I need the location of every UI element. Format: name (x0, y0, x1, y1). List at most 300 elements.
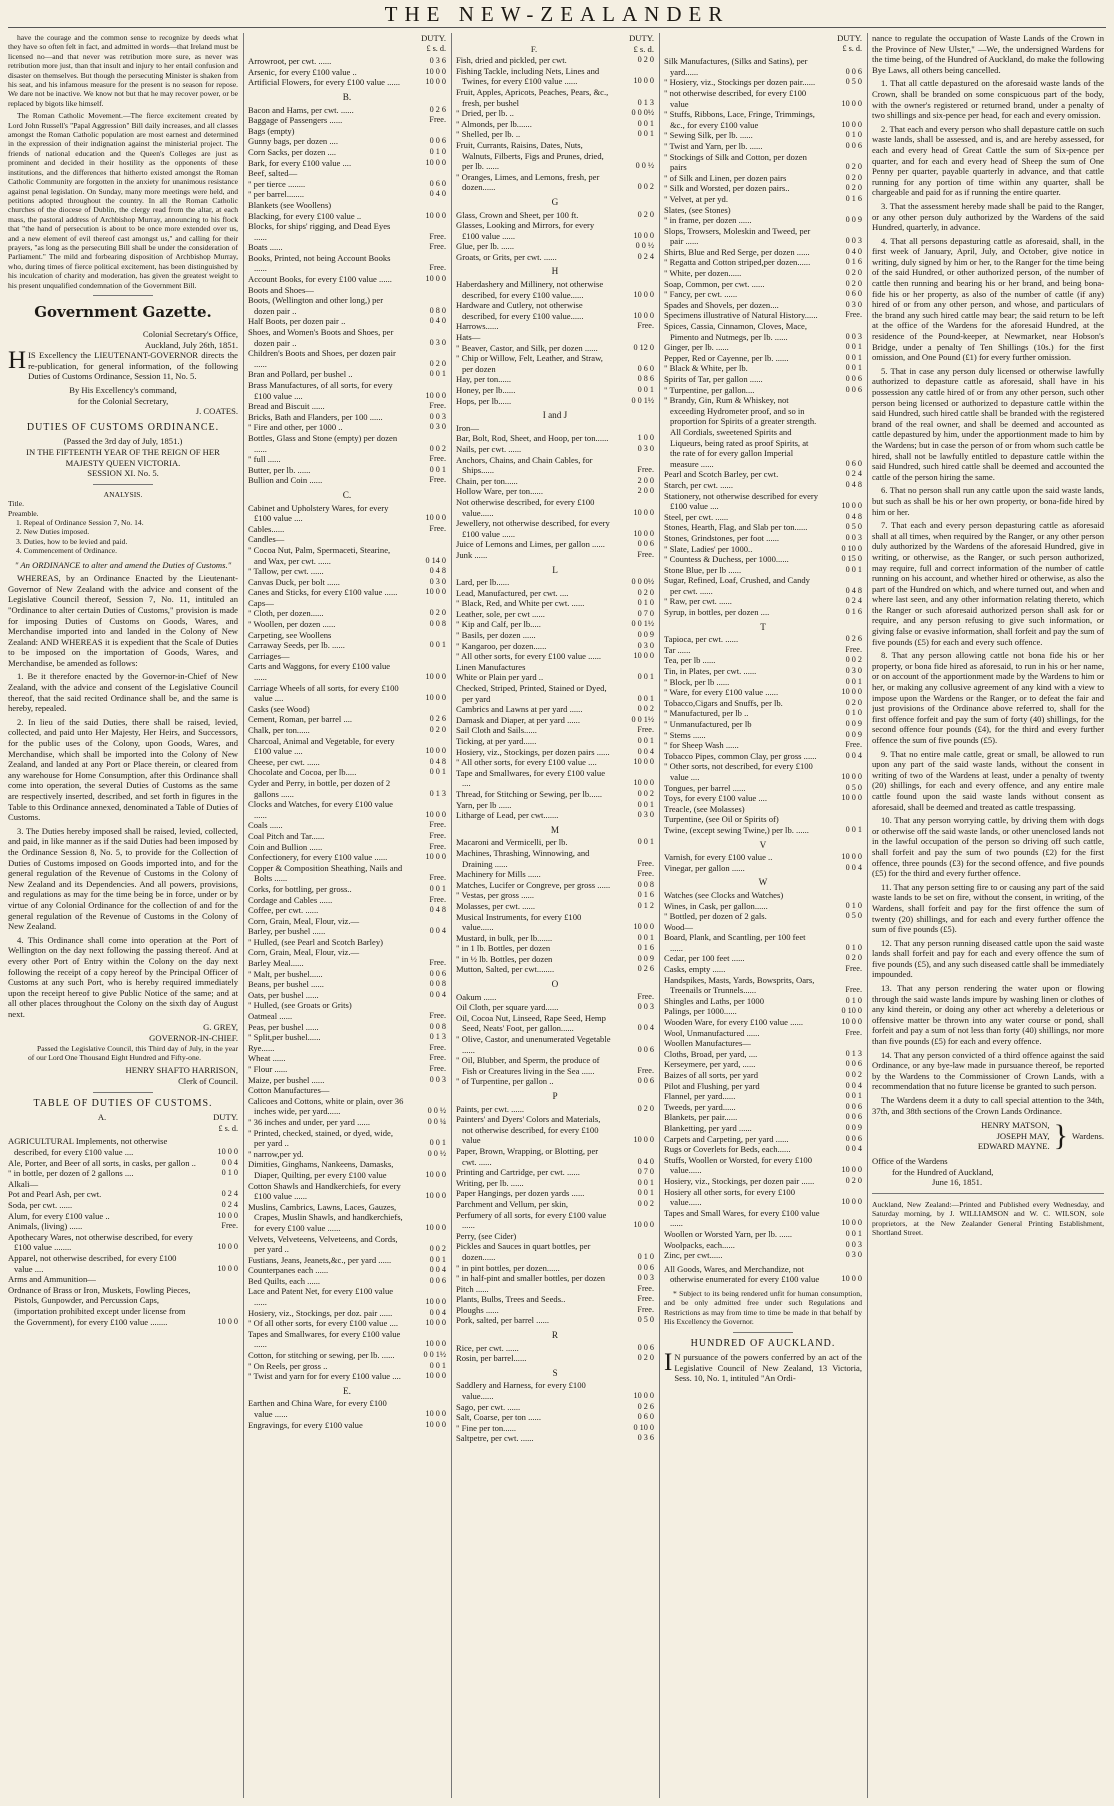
duty-item: " Hulled, (see Pearl and Scotch Barley) (248, 936, 383, 947)
duty-item: " narrow,per yd. (248, 1148, 304, 1159)
duty-row (664, 512, 862, 523)
duty-row (248, 422, 446, 433)
duty-item: Hay, per ton...... (456, 374, 512, 385)
duty-item: Shoes, and Women's Boots and Shoes, per dozen pair .. (248, 327, 394, 348)
duty-value: 0 1 0 (845, 900, 862, 910)
duty-item: Blanketting, per yard ...... (664, 1122, 752, 1133)
duty-row (8, 1232, 238, 1253)
duty-value: 0 1 0 (221, 1168, 238, 1178)
duty-row (456, 353, 654, 374)
duty-row (248, 926, 446, 937)
duty-item: Barley, per bushel ...... (248, 926, 326, 937)
duty-row (664, 544, 862, 555)
section-letter: P (552, 1091, 558, 1101)
duty-item: " 36 inches and under, per yard ...... (248, 1116, 371, 1127)
duty-row (456, 1343, 654, 1354)
ordinance-paragraph: 2. In lieu of the said Duties, there shall be raised, levied, collected, and paid unto Her Majesty, Her Heirs, and Successors, for the public uses of the Colony, upon Goods, Wares, and Merchandise, which shall be imported into the Colony of New Zealand, and landed at any Port or Place therein, or cleared from any warehouse for Home Consumption, after this Ordinance shall come into operation, the several Duties of Customs as the same are respectively inserted, described, and set forth in figures in the Table to this Ordinance annexed, denominated a Table of Duties of Customs. (8, 716, 238, 823)
duty-value: 0 0 2 (429, 1244, 446, 1254)
article-paragraph: have the courage and the common sense to recognize by deeds what they have so often felt in fact, and admitted in words—that Ireland must be licensed no—and that never was retribution more sure, as never was retribution more just, than that insult and injury to her entail confusion and disaster on themselves. But though the persecuting Minister is shaken from his seat, and his infamous measure for the present is no season for repose. We dare not be inactive. We know not but that he may recover power, or be replaced by bigots like himself. (8, 33, 238, 108)
duty-row (456, 1380, 654, 1401)
duty-item: Oil Cloth, per square yard...... (456, 1002, 559, 1013)
duty-value: 0 0 6 (845, 384, 862, 394)
duty-row (664, 300, 862, 311)
duty-item: Cordage and Cables ...... (248, 894, 333, 905)
duty-item: Board, Plank, and Scantling, per 100 feet ...... (664, 932, 806, 953)
duty-item: Butter, per lb. ...... (248, 464, 311, 475)
duty-item: Oil, Cocoa Nut, Linseed, Rape Seed, Hemp Seed, Neats' Foot, per gallon...... (456, 1012, 606, 1034)
duty-row (456, 1034, 654, 1055)
duty-value: 0 0 6 (637, 1342, 654, 1352)
duty-value: 0 1 3 (429, 1032, 446, 1042)
duty-item: Musical Instruments, for every £100 value...... (456, 911, 582, 933)
duty-value: 10 0 0 (425, 672, 446, 682)
duty-value: 0 0 9 (845, 1122, 862, 1132)
duty-value: Free. (429, 958, 446, 968)
duty-item: " in ½ lb. Bottles, per dozen (456, 953, 553, 964)
duty-row (456, 332, 654, 343)
duty-row (664, 1187, 862, 1208)
duty-value: 0 0 1 (845, 1228, 862, 1238)
duty-row (664, 1123, 862, 1134)
duty-value: 0 5 0 (637, 1315, 654, 1325)
duty-row (456, 609, 654, 620)
duty-row (456, 385, 654, 396)
duty-value: 0 0 1 (845, 824, 862, 834)
office-line: for the Hundred of Auckland, (892, 1166, 994, 1177)
duty-item: Ginger, per lb. ...... (664, 342, 729, 353)
duty-row (664, 554, 862, 565)
duty-item: Rugs or Coverlets for Beds, each...... (664, 1144, 791, 1155)
duty-item: Fish, dried and pickled, per cwt. (456, 55, 567, 66)
duty-row (248, 1371, 446, 1382)
duty-item: Wool, Unmanufactured ...... (664, 1027, 760, 1038)
duty-row (456, 129, 654, 140)
duty-item: Coal Pitch and Tar...... (248, 830, 325, 841)
duty-value: Free. (637, 1304, 654, 1314)
duty-row (456, 933, 654, 944)
duty-row (456, 1263, 654, 1274)
duty-list (456, 577, 654, 821)
duty-item: Carriage Wheels of all sorts, for every £100 value .... (248, 682, 399, 704)
duty-item: Tongues, per barrel ...... (664, 782, 746, 793)
duty-item: " Stockings of Silk and Cotton, per dozen pairs (664, 151, 807, 173)
duty-value: Free. (845, 985, 862, 995)
duty-list (248, 1398, 446, 1430)
duty-row (664, 77, 862, 88)
duty-row (664, 130, 862, 141)
duty-item: Saltpetre, per cwt. ...... (456, 1433, 534, 1444)
duty-row (248, 799, 446, 820)
duty-value: 10 0 0 (217, 1210, 238, 1220)
duty-row (664, 911, 862, 922)
duty-row (456, 683, 654, 704)
duty-value: 10 0 0 (425, 852, 446, 862)
duty-item: " Tallow, per cwt. ...... (248, 566, 324, 577)
duty-value: Free. (429, 873, 446, 883)
duty-value: 0 5 0 (845, 522, 862, 532)
duty-item: " Black, Red, and White per cwt. ...... (456, 598, 585, 609)
duty-row (664, 793, 862, 804)
duty-row (664, 205, 862, 216)
duty-row (664, 825, 862, 836)
duty-item: " Unmanufactured, per lb (664, 719, 752, 729)
duty-row (248, 1149, 446, 1160)
duty-item: Cambrics and Lawns at per yard ...... (456, 704, 583, 715)
duty-item: Ordnance of Brass or Iron, Muskets, Fowling Pieces, Pistols, Gunpowder, and Percussion Caps, (importation prohibited except under license from the Government), for every £100 value ........ (8, 1284, 191, 1327)
duty-item: Apothecary Wares, not otherwise described, for every £100 value ........ (8, 1231, 193, 1253)
duty-row (664, 922, 862, 933)
duty-item: " Hulled, (see Groats or Grits) (248, 1000, 352, 1011)
duty-row (248, 1096, 446, 1117)
duty-row (456, 423, 654, 434)
duty-item: Chain, per ton...... (456, 475, 518, 486)
duty-row (664, 1038, 862, 1049)
duty-value: 0 6 0 (845, 289, 862, 299)
duty-item: " Twist and yarn for for every £100 value .... (248, 1371, 401, 1382)
duty-value: 10 0 0 (425, 157, 446, 167)
duty-item: Boats ...... (248, 242, 283, 253)
duty-value: 0 2 4 (221, 1189, 238, 1199)
duty-item: " Brandy, Gin, Rum & Whiskey, not exceeding Hydrometer proof, and so in proportion for Spirits of a greater strength. All Cordials, sweetened Spirits and Liqueurs, being rated as proof Spirits, at the rate of for every gallon Imperial measure ...... (664, 395, 817, 469)
duty-row (248, 253, 446, 274)
duty-value: Free. (429, 454, 446, 464)
bylaw-paragraph: 3. That the assessment hereby made shall be paid to the Ranger, or any other person duly authorized by the Wardens of the said Hundred, quarterly, in advance. (872, 200, 1104, 233)
duty-item: Plants, Bulbs, Trees and Seeds.. (456, 1294, 566, 1305)
warden-name: EDWARD MAYNE. (977, 1141, 1050, 1152)
gazette-title: Government Gazette. (34, 302, 212, 321)
duty-row (664, 342, 862, 353)
duty-value: 0 3 0 (637, 443, 654, 453)
duty-item: Haberdashery and Millinery, not otherwise described, for every £100 value...... (456, 279, 604, 300)
duty-item: Salt, Coarse, per ton ...... (456, 1412, 541, 1423)
duty-item: " Velvet, at per yd. (664, 193, 728, 204)
duty-row (456, 1188, 654, 1199)
duty-row (248, 916, 446, 927)
duty-value: 0 0 3 (845, 236, 862, 246)
duty-row (248, 475, 446, 486)
duty-item: Barley Meal...... (248, 958, 304, 969)
duty-row (456, 300, 654, 321)
duty-row (248, 958, 446, 969)
duty-item: Fishing Tackle, including Nets, Lines and Twines, for every £100 value ...... (456, 65, 600, 87)
duty-value: 0 12 0 (633, 342, 654, 352)
duty-value: 0 3 0 (845, 299, 862, 309)
duty-row (664, 1028, 862, 1039)
duty-item: " Fine per ton...... (456, 1422, 517, 1433)
duty-value: 0 0 1 (845, 1091, 862, 1101)
duty-value: 0 1 0 (429, 146, 446, 156)
duty-value: 0 0 6 (637, 539, 654, 549)
duty-item: Juice of Lemons and Limes, per gallon ...... (456, 539, 605, 550)
duty-value: 0 0 1 (845, 676, 862, 686)
duty-row (456, 66, 654, 87)
divider (93, 484, 153, 485)
duty-row (248, 285, 446, 296)
duty-row (456, 140, 654, 172)
duty-item: Corn, Grain, Meal, Flour, viz.— (248, 947, 360, 958)
duty-item: " in half-pint and smaller bottles, per dozen (456, 1273, 606, 1284)
duty-value: 10 0 0 (633, 230, 654, 240)
duty-row (456, 518, 654, 539)
duty-row (664, 1240, 862, 1251)
duty-value: 0 0 2 (637, 704, 654, 714)
duty-item: Steel, per cwt. ...... (664, 511, 729, 522)
duty-item: Hats— (456, 332, 481, 343)
duty-row (456, 912, 654, 933)
duty-value: 0 0 4 (221, 1157, 238, 1167)
duty-item: Varnish, for every £100 value .. (664, 852, 773, 863)
duty-item: " Manufactured, per lb .. (664, 708, 749, 719)
duty-value: 10 0 0 (633, 76, 654, 86)
duty-value: 0 1 6 (845, 257, 862, 267)
duty-row (664, 751, 862, 762)
duty-item: Lard, per lb...... (456, 577, 510, 588)
duty-row (248, 221, 446, 242)
duty-value: 0 0 6 (845, 374, 862, 383)
duty-item: Macaroni and Vermicelli, per lb. (456, 837, 568, 848)
duty-value: 10 0 0 (633, 778, 654, 788)
duty-value: Free. (845, 964, 862, 974)
duty-item: Glasses, Looking and Mirrors, for every £100 value ...... (456, 220, 595, 241)
duty-item: Arsenic, for every £100 value .. (248, 66, 357, 77)
duty-item: " per tierce ........ (248, 178, 306, 189)
table-title: TABLE OF DUTIES OF CUSTOMS. (33, 1097, 213, 1109)
duty-value: 0 10 0 (841, 1006, 862, 1016)
duty-value: 0 2 0 (637, 55, 654, 65)
duty-row (664, 310, 862, 321)
duty-value: 0 0 4 (845, 1144, 862, 1154)
duty-row (664, 634, 862, 645)
duty-item: Anchors, Chains, and Chain Cables, for Ships...... (456, 454, 593, 476)
duty-item: Pepper, Red or Cayenne, per lb. ...... (664, 352, 789, 363)
duty-value: Free. (637, 549, 654, 559)
office-line: Office of the Wardens (872, 1155, 948, 1166)
duty-list (456, 423, 654, 561)
ordinance-title: DUTIES OF CUSTOMS ORDINANCE. (26, 421, 220, 433)
duty-item: Fruit, Currants, Raisins, Dates, Nuts, Walnuts, Filberts, Figs and Prunes, dried, per lb. ...... (456, 139, 604, 172)
duty-value: 0 0 4 (429, 1307, 446, 1317)
duty-item: Tapes and Small Wares, for every £100 value ...... (664, 1207, 820, 1229)
duty-value: 10 0 0 (217, 1316, 238, 1326)
duty-row (664, 385, 862, 396)
duty-value: 10 0 0 (841, 1165, 862, 1175)
duty-item: Shingles and Laths, per 1000 (664, 995, 765, 1006)
duty-item: " in bottle, per dozen of 2 gallons .... (8, 1168, 134, 1179)
duty-value: 0 0 3 (845, 1239, 862, 1249)
duty-row (248, 1159, 446, 1180)
column-5 (872, 33, 1104, 1798)
bylaw-paragraph: 9. That no entire male cattle, great or small, be allowed to run upon any part of the said waste lands, without the consent in writing of two of the Wardens at least, under a penalty of twenty (20) shillings, for each and every offence, and any entire male cattle found upon the said waste lands without consent as aforesaid, shall be deemed and treated as cattle trespassing. (872, 748, 1104, 812)
duty-item: Ploughs ...... (456, 1304, 499, 1315)
duty-value: 0 0 4 (845, 1080, 862, 1090)
duty-value: 0 0 6 (845, 1112, 862, 1122)
duty-value: 0 1 6 (637, 943, 654, 953)
section-letter: H (551, 266, 559, 277)
duty-row (664, 88, 862, 109)
duty-value: 10 0 0 (217, 1263, 238, 1273)
duty-item: Hosiery, viz., Stockings, per dozen pair ...... (664, 1175, 815, 1186)
duty-row (456, 1315, 654, 1326)
duty-value: 10 0 0 (633, 1391, 654, 1401)
duty-item: Carriages— (248, 650, 290, 661)
duty-item: " Oranges, Limes, and Lemons, fresh, per dozen...... (456, 171, 600, 193)
duty-row (248, 503, 446, 524)
duty-item: Maize, per bushel ...... (248, 1074, 325, 1085)
duty-item: " Cocoa Nut, Palm, Spermaceti, Stearine, and Wax, per cwt. ...... (248, 544, 391, 566)
duty-row (248, 608, 446, 619)
duty-row (664, 268, 862, 279)
duty-value: 0 2 4 (845, 596, 862, 606)
duty-item: Wines, in Cask, per gallon...... (664, 900, 768, 911)
duty-value: 10 0 0 (425, 693, 446, 703)
duty-item: Wheat ...... (248, 1053, 286, 1064)
duty-row (664, 975, 862, 996)
duty-value: 0 0 4 (637, 1023, 654, 1033)
duty-item: " Other sorts, not described, for every £100 value .... (664, 761, 813, 782)
duty-row (248, 577, 446, 588)
duty-row (456, 550, 654, 561)
duty-item: Peas, per bushel ...... (248, 1021, 319, 1032)
duty-item: Half Boots, per dozen pair .. (248, 316, 346, 327)
duty-value: 0 6 0 (637, 363, 654, 373)
duty-row (248, 683, 446, 704)
duty-row (664, 1081, 862, 1092)
duty-value: 10 0 0 (841, 1017, 862, 1027)
duty-row (248, 545, 446, 566)
duty-value: 1 0 0 (637, 433, 654, 443)
duty-item: Hops, per lb...... (456, 395, 512, 406)
duty-row (664, 719, 862, 730)
duty-item: Oatmeal ...... (248, 1011, 293, 1022)
duty-value: Free. (637, 869, 654, 879)
duty-item: Chalk, per ton...... (248, 725, 310, 735)
duty-row (248, 979, 446, 990)
office-date: Auckland, July 26th, 1851. (144, 339, 238, 350)
divider (733, 1332, 793, 1333)
duty-item: Cotton Manufactures— (248, 1085, 330, 1096)
duty-value: 0 4 8 (845, 511, 862, 521)
duty-row (456, 890, 654, 901)
duty-row (664, 141, 862, 152)
duty-row (456, 1055, 654, 1076)
duty-value: 0 0 ½ (427, 1106, 446, 1116)
duty-item: Bar, Bolt, Rod, Sheet, and Hoop, per ton...... (456, 433, 609, 444)
duty-item: Paints, per cwt. ...... (456, 1103, 525, 1114)
duty-row (456, 992, 654, 1003)
duty-item: " Of all other sorts, for every £100 value .... (248, 1318, 399, 1329)
duty-value: 0 4 8 (429, 566, 446, 576)
duty-item: Calicoes and Cottons, white or plain, over 36 inches wide, per yard...... (248, 1095, 404, 1117)
column-divider (659, 33, 660, 1798)
duty-value: 0 8 6 (637, 374, 654, 384)
duty-item: " Almonds, per lb....... (456, 118, 532, 129)
duty-row (8, 1136, 238, 1157)
duty-value: Free. (845, 740, 862, 750)
table-header (456, 44, 654, 55)
duty-row (664, 1017, 862, 1028)
drop-cap: I (664, 1349, 673, 1377)
duty-item: Watches (see Clocks and Watches) (664, 889, 784, 900)
duty-list (248, 503, 446, 1382)
duty-value: 0 0 6 (845, 1101, 862, 1111)
duty-row (664, 183, 862, 194)
duty-item: Artificial Flowers, for every £100 value ...... (248, 77, 401, 88)
duty-item: Mutton, Salted, per cwt........ (456, 964, 555, 975)
duty-item: Pearl and Scotch Barley, per cwt. (664, 469, 779, 480)
duty-row (664, 247, 862, 258)
duty-row (248, 1234, 446, 1255)
duty-item: Honey, per lb...... (456, 385, 516, 395)
duty-row (456, 539, 654, 550)
duty-value: 0 2 0 (845, 697, 862, 707)
duty-row (664, 953, 862, 964)
duty-item: Gunny bags, per dozen .... (248, 136, 338, 147)
drop-cap: H (8, 347, 27, 375)
duty-item: Writing, per lb. ...... (456, 1177, 524, 1188)
bylaw-paragraph: 1. That all cattle depastured on the aforesaid waste lands of the Crown, shall be branded on some conspicuous part of the body, with the owner's registered or returned brand, under a penalty of two shillings and six-pence per head, for each and every omission. (872, 78, 1104, 121)
duty-value: 0 4 8 (429, 905, 446, 915)
currency-header: £ s. d. (842, 43, 862, 53)
duty-row (248, 1022, 446, 1033)
duty-value: 0 0 6 (845, 140, 862, 150)
duty-value: 0 3 0 (429, 422, 446, 432)
duty-value: 0 2 0 (637, 587, 654, 597)
duty-value: 0 2 6 (845, 634, 862, 644)
duty-row (456, 1210, 654, 1231)
section-letter: C. (342, 489, 352, 500)
duty-row (248, 1265, 446, 1276)
duty-list (664, 634, 862, 835)
analysis-item: 3. Duties, how to be levied and paid. (16, 536, 128, 546)
duty-row (664, 353, 862, 364)
duty-row (248, 1329, 446, 1350)
duty-item: AGRICULTURAL Implements, not otherwise described, for every £100 value .... (8, 1136, 168, 1158)
duty-value: 0 0 1 (637, 118, 654, 128)
duty-value: Free. (429, 115, 446, 125)
duty-item: " Fire and other, per 1000 .. (248, 422, 343, 433)
duty-item: " Ware, for every £100 value ...... (664, 687, 779, 698)
duty-item: " Black & White, per lb. (664, 363, 748, 374)
duty-list (456, 837, 654, 975)
duty-item: Cedar, per 100 feet ...... (664, 953, 745, 964)
duty-value: 0 7 0 (637, 608, 654, 618)
duty-item: Woollen Manufactures— (664, 1038, 751, 1049)
duty-row (248, 937, 446, 948)
duty-item: " Kip and Calf, per lb..... (456, 619, 541, 630)
duty-value: 10 0 0 (425, 77, 446, 87)
duty-row (456, 768, 654, 789)
duty-item: Alum, for every £100 value .. (8, 1210, 110, 1221)
imprint: Auckland, New Zealand:—Printed and Published every Wednesday, and Saturday morning, by J. WILLIAMSON and W. C. WILSON, sole proprietors, at the New Zealander General Printing Establishment, Shortland Street. (872, 1199, 1104, 1237)
duty-item: Carpets and Carpeting, per yard ...... (664, 1133, 789, 1144)
duty-row (456, 1273, 654, 1284)
duty-value: Free. (637, 1294, 654, 1304)
duty-row (664, 804, 862, 815)
duty-value: 0 4 0 (429, 316, 446, 326)
duty-row (248, 852, 446, 863)
duty-row (456, 810, 654, 821)
duty-value: 0 4 0 (845, 246, 862, 256)
duty-value: 0 0 4 (429, 1265, 446, 1275)
bylaw-paragraph: nance to regulate the occupation of Waste Lands of the Crown in the Province of New Ulster," —We, the undersigned Wardens for the time being, of the Hundred of Auckland, do make the following Bye Laws, all others being cancelled. (872, 33, 1104, 75)
duty-item: Treacle, (see Molasses) (664, 803, 745, 814)
duty-row (456, 119, 654, 130)
duty-row (248, 1011, 446, 1022)
duty-row (456, 210, 654, 221)
duty-item: Silk Manufactures, (Silks and Satins), per yard...... (664, 56, 808, 77)
duty-row (8, 1253, 238, 1274)
bylaw-paragraph: 12. That any person running diseased cattle upon the said waste lands shall forfeit and pay for each and every offence the sum of five pounds (£5), and any such diseased cattle shall be immediately impounded. (872, 937, 1104, 980)
